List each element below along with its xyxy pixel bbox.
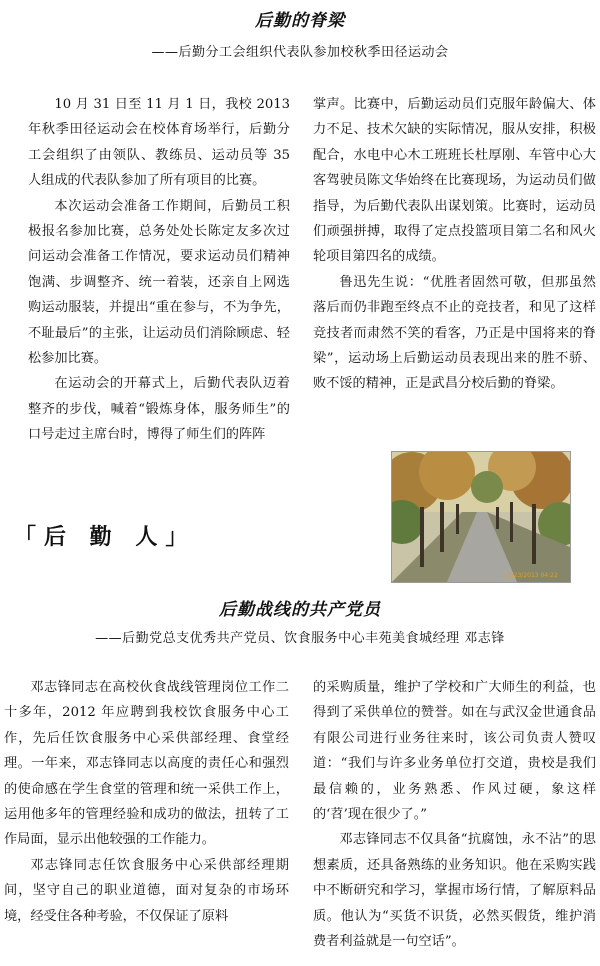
paragraph: 邓志锋同志任饮食服务中心采供部经理期间，坚守自己的职业道德，面对复杂的市场环境，经受住各种考验，不仅保证了原料 xyxy=(4,857,289,924)
paragraph: 鲁迅先生说：“优胜者固然可敬，但那虽然落后而仍非跑至终点不止的竞技者，和见了这样竞技者而肃然不笑的看客，乃正是中国将来的脊梁”，运动场上后勤运动员表现出来的胜不骄、败不馁的精神，正是武昌分校后勤的脊梁。 xyxy=(313,274,596,392)
paragraph: 的采购质量，维护了学校和广大师生的利益，也得到了采供单位的赞誉。如在与武汉金世通食品有限公司进行业务往来时，该公司负责人赞叹道：“我们与许多业务单位打交道，贵校是我们最信赖的，业务熟悉、作风过硬，象这样的‘苕’现在很少了。” xyxy=(313,680,596,823)
article-title: 后勤战线的共产党员 xyxy=(219,600,381,620)
paragraph: 邓志锋同志不仅具备“抗腐蚀，永不沾”的思想素质，还具备熟练的业务知识。他在采购实践中不断研究和学习，掌握市场行情，了解原料品质。他认为“买货不识货，必然买假货，维护消费者利益就是一句空话”。 xyxy=(313,832,596,950)
paragraph: 掌声。比赛中，后勤运动员们克服年龄偏大、体力不足、技术欠缺的实际情况，服从安排，积极配合，水电中心木工班班长杜厚刚、车管中心大客驾驶员陈文华始终在比赛现场，为运动员们做指导，为后勤代表队出谋划策。比赛时，运动员们顽强拼搏，取得了定点投篮项目第二名和风火轮项目第四名的成绩。 xyxy=(313,97,596,265)
article2-right-column xyxy=(313,675,596,954)
article2-left-column xyxy=(4,675,289,929)
paragraph: 10 月 31 日至 11 月 1 日，我校 2013 年秋季田径运动会在校体育场举行，后勤分工会组织了由领队、教练员、运动员等 35 人组成的代表队参加了所有项目的比赛。 xyxy=(28,97,290,189)
article1-left-column xyxy=(28,92,290,448)
photo-timestamp: 11/23/2013 04:22 xyxy=(504,572,558,579)
paragraph: 在运动会的开幕式上，后勤代表队迈着整齐的步伐，喊着“锻炼身体，服务师生”的口号走过主席台时，博得了师生们的阵阵 xyxy=(28,376,290,443)
article1-right-column xyxy=(313,92,596,397)
campus-road-photo xyxy=(391,451,571,583)
section-header: 「后 勤 人」 xyxy=(14,525,196,550)
paragraph: 邓志锋同志在高校伙食战线管理岗位工作二十多年，2012 年应聘到我校饮食服务中心工作，先后任饮食服务中心采供部经理、食堂经理。一年来，邓志锋同志以高度的责任心和强烈的使命感在学生食堂的管理和统一采供工作上，运用他多年的管理经验和成功的做法，扭转了工作局面，显示出他较强的工作能力。 xyxy=(4,680,289,848)
article-subtitle: ——后勤分工会组织代表队参加校秋季田径运动会 xyxy=(151,45,449,60)
article-subtitle: ——后勤党总支优秀共产党员、饮食服务中心丰苑美食城经理 邓志锋 xyxy=(95,631,505,646)
paragraph: 本次运动会准备工作期间，后勤员工积极报名参加比赛，总务处处长陈定友多次过问运动会准备工作情况，要求运动员们精神饱满、步调整齐、统一着装，还亲自上网选购运动服装，并提出“重在参与，不为争先，不耻最后”的主张，让运动员们消除顾虑、轻松参加比赛。 xyxy=(28,198,290,367)
article-title: 后勤的脊梁 xyxy=(255,11,345,31)
